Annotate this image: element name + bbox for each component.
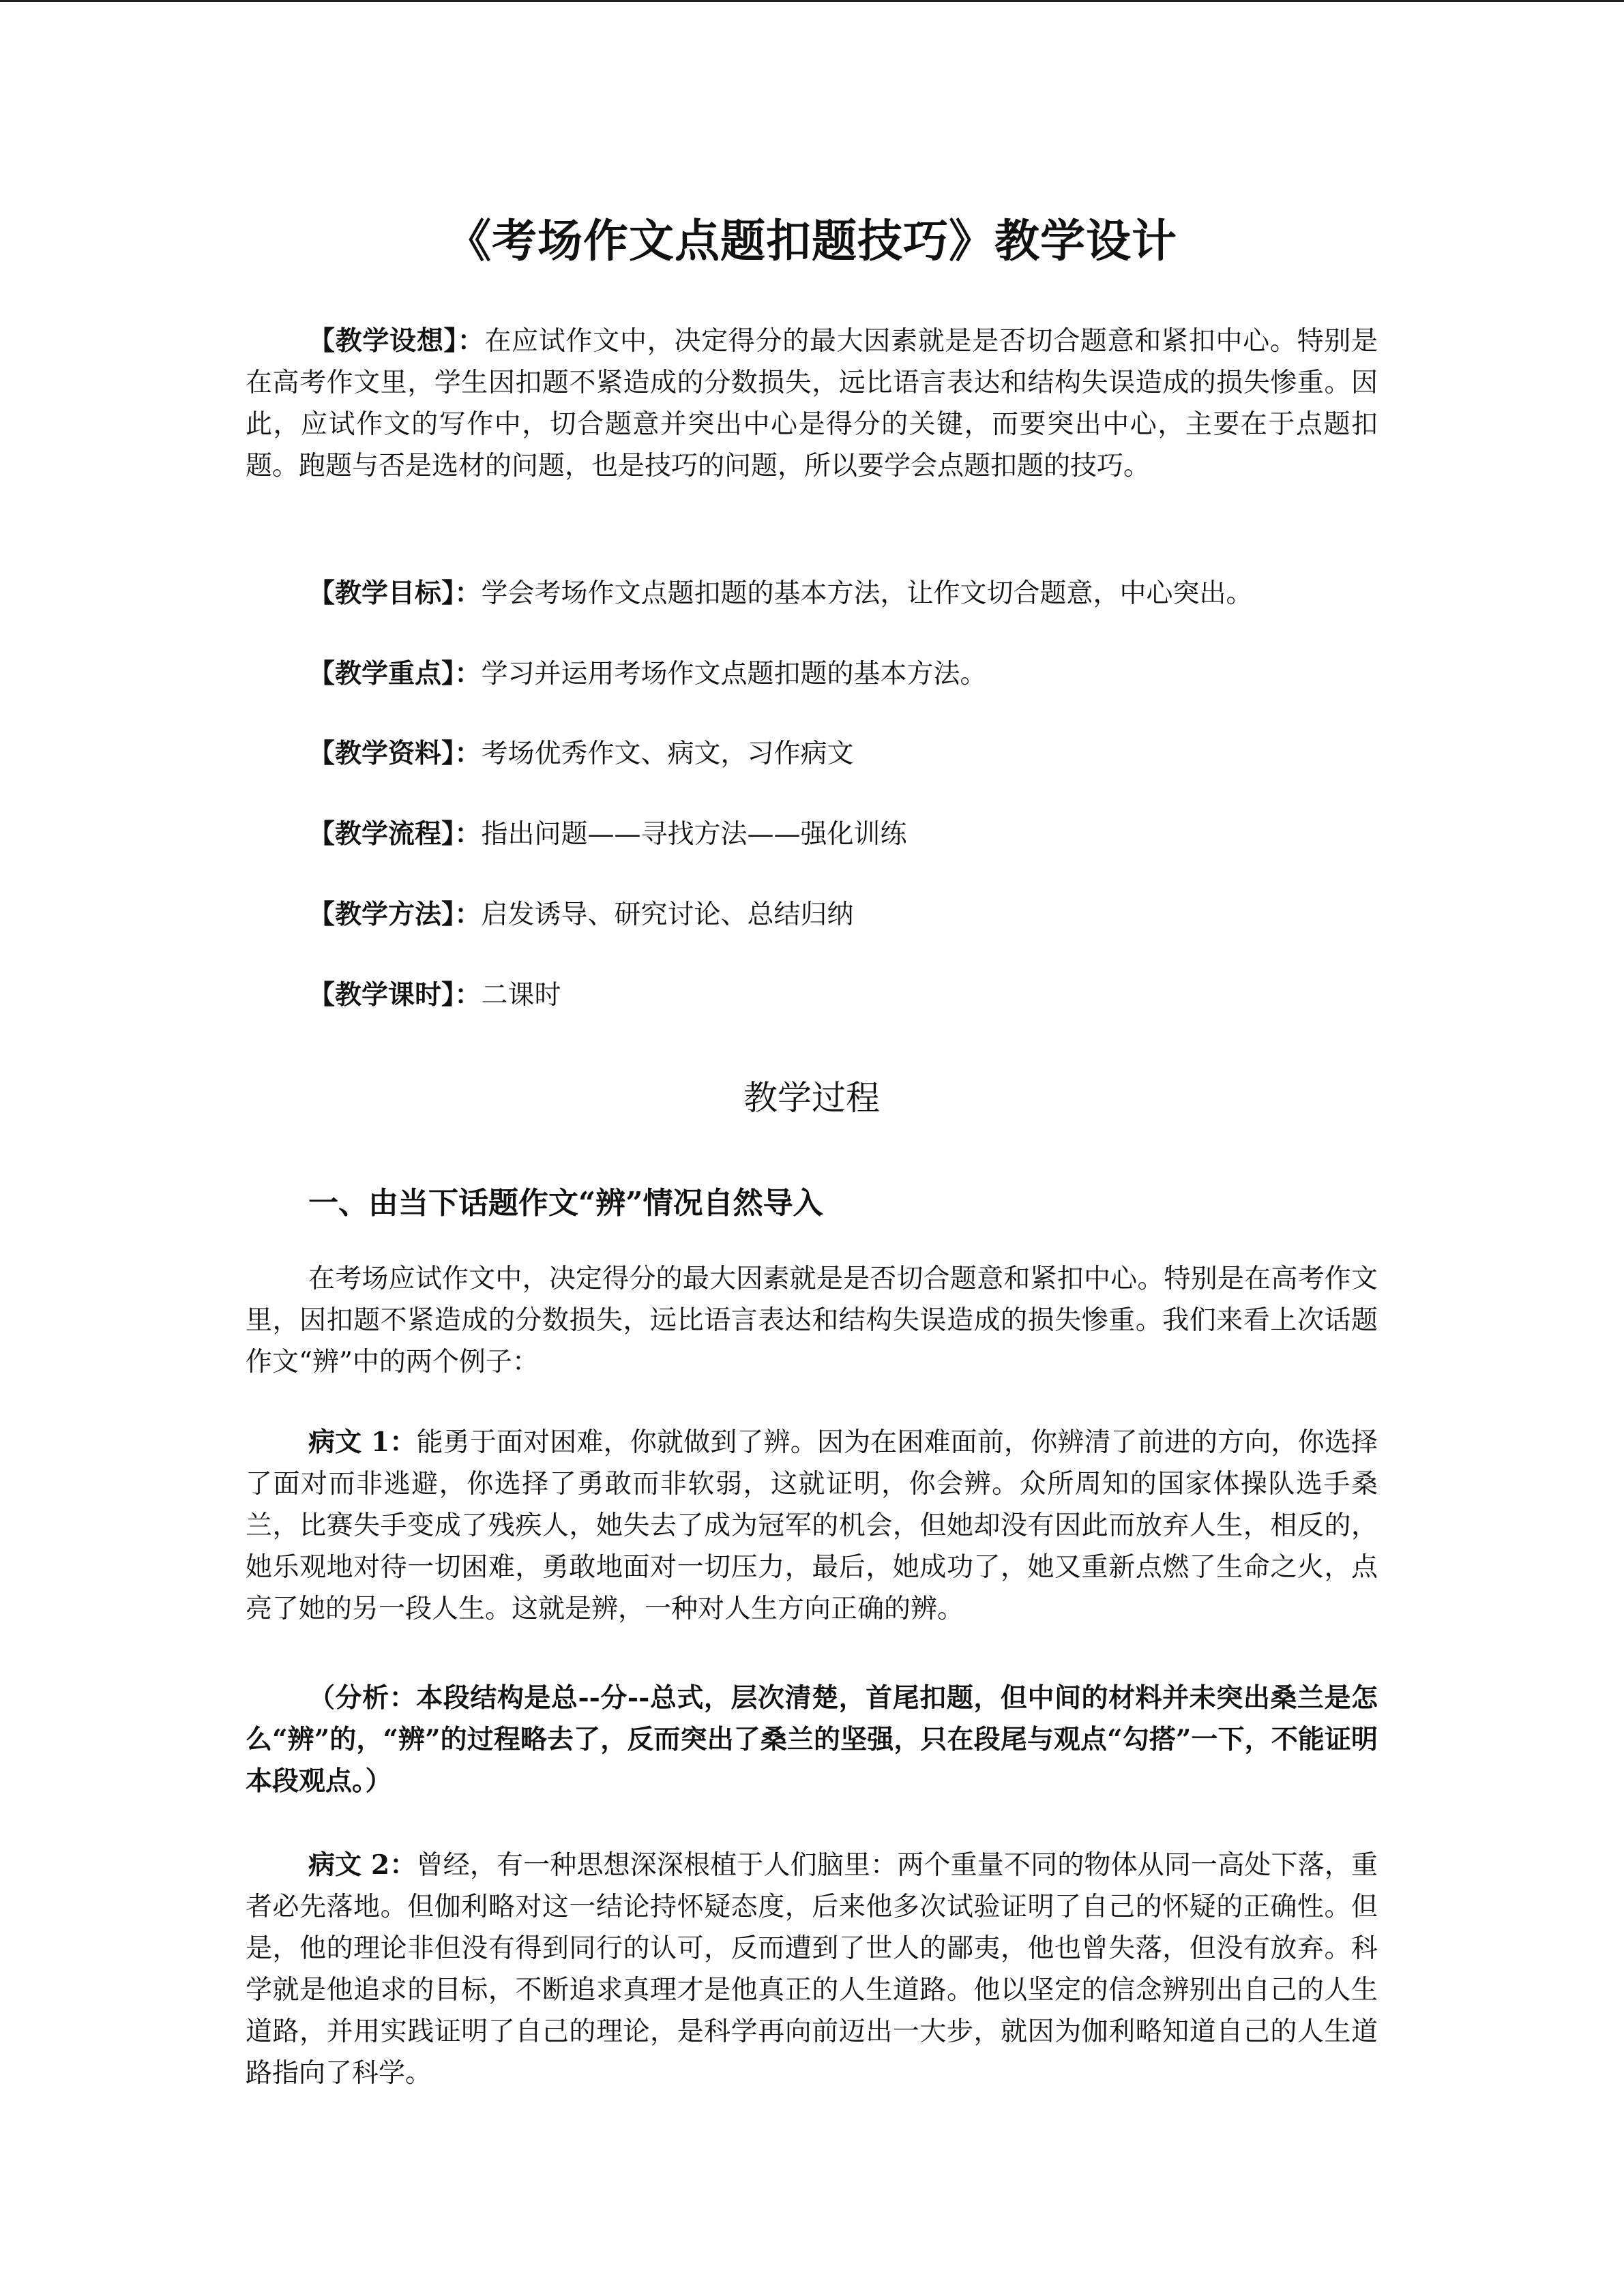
- meta-teaching-method: [246, 894, 1378, 936]
- example-2-paragraph: [246, 1845, 1378, 2094]
- meta-value: 考场优秀作文、病文，习作病文: [481, 739, 854, 769]
- meta-label: 【教学方法】：: [308, 899, 482, 930]
- meta-label: 【教学目标】：: [308, 578, 482, 609]
- section-title: 教学过程: [743, 1078, 880, 1118]
- meta-label: 【教学资料】：: [308, 738, 482, 769]
- meta-value: 二课时: [481, 980, 561, 1011]
- example-label: 病文 2：: [308, 1849, 417, 1881]
- meta-teaching-process: [246, 814, 1378, 855]
- meta-teaching-focus: [246, 653, 1378, 695]
- example-label: 病文 1：: [308, 1427, 417, 1458]
- page-top-border: [0, 0, 1624, 2]
- meta-class-hours: [246, 974, 1378, 1016]
- example-text: 能勇于面对困难，你就做到了辨。因为在困难面前，你辨清了前进的方向，你选择了面对而非逃避，你选择了勇敢而非软弱，这就证明，你会辨。众所周知的国家体操队选手桑兰，比赛失手变成了残疾人，她失去了成为冠军的机会，但她却没有因此而放弃人生，相反的，她乐观地对待一切困难，勇敢地面对一切压力，最后，她成功了，她又重新点燃了生命之火，点亮了她的另一段人生。这就是辨，一种对人生方向正确的辨。: [246, 1427, 1378, 1624]
- teaching-concept-text: 在应试作文中，决定得分的最大因素就是是否切合题意和紧扣中心。特别是在高考作文里，学生因扣题不紧造成的分数损失，远比语言表达和结构失误造成的损失惨重。因此，应试作文的写作中，切合题意并突出中心是得分的关键，而要突出中心，主要在于点题扣题。跑题与否是选材的问题，也是技巧的问题，所以要学会点题扣题的技巧。: [246, 326, 1378, 481]
- example-text: 曾经，有一种思想深深根植于人们脑里：两个重量不同的物体从同一高处下落，重者必先落地。但伽利略对这一结论持怀疑态度，后来他多次试验证明了自己的怀疑的正确性。但是，他的理论非但没有得到同行的认可，反而遭到了世人的鄙夷，他也曾失落，但没有放弃。科学就是他追求的目标，不断追求真理才是他真正的人生道路。他以坚定的信念辨别出自己的人生道路，并用实践证明了自己的理论，是科学再向前迈出一大步，就因为伽利略知道自己的人生道路指向了科学。: [246, 1850, 1378, 2089]
- meta-teaching-materials: [246, 733, 1378, 775]
- meta-value: 学习并运用考场作文点题扣题的基本方法。: [481, 659, 987, 689]
- teaching-concept-label: 【教学设想】：: [308, 325, 485, 357]
- document-title: 《考场作文点题扣题技巧》教学设计: [446, 214, 1177, 267]
- subheading: 一、由当下话题作文“辨”情况自然导入: [308, 1186, 823, 1221]
- meta-label: 【教学课时】：: [308, 979, 482, 1011]
- meta-value: 启发诱导、研究讨论、总结归纳: [481, 899, 854, 930]
- teaching-concept-paragraph: [246, 320, 1378, 487]
- analysis-paragraph: （分析：本段结构是总--分--总式，层次清楚，首尾扣题，但中间的材料并未突出桑兰是怎么“辨”的，“辨”的过程略去了，反而突出了桑兰的坚强，只在段尾与观点“勾搭”一下，不能证明本段观点。）: [246, 1682, 1378, 1797]
- meta-value: 学会考场作文点题扣题的基本方法，让作文切合题意，中心突出。: [481, 578, 1253, 609]
- meta-value: 指出问题——寻找方法——强化训练: [481, 819, 907, 850]
- meta-label: 【教学流程】：: [308, 818, 482, 850]
- meta-teaching-goal: [246, 573, 1378, 614]
- example-1-paragraph: [246, 1422, 1378, 1630]
- body-intro-paragraph: 在考场应试作文中，决定得分的最大因素就是是否切合题意和紧扣中心。特别是在高考作文里，因扣题不紧造成的分数损失，远比语言表达和结构失误造成的损失惨重。我们来看上次话题作文“辨”中的两个例子：: [246, 1264, 1378, 1377]
- meta-label: 【教学重点】：: [308, 658, 482, 689]
